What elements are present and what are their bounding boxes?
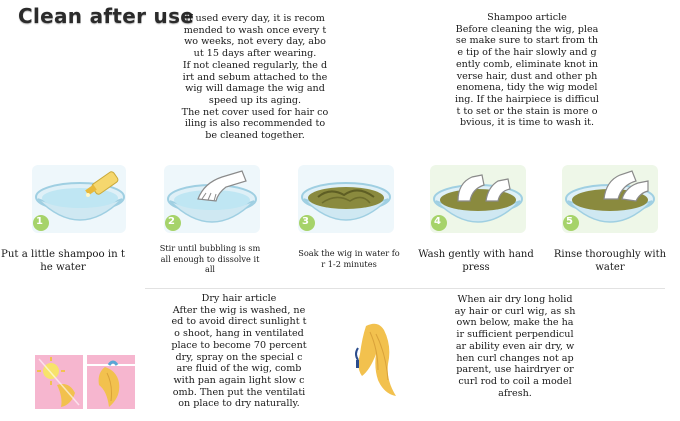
step-5-caption: Rinse thoroughly with water: [553, 249, 667, 273]
step-4-illustration: [428, 163, 528, 235]
step-4-caption: Wash gently with hand press: [418, 249, 534, 273]
step-1-number: 1: [36, 216, 43, 227]
step-5-illustration: [560, 163, 660, 235]
step-4-number: 4: [434, 216, 441, 227]
page-title: Clean after use: [18, 4, 195, 28]
step-1-caption: Put a little shampoo in t he water: [1, 249, 125, 273]
rinsing-hands-icon: [560, 163, 660, 235]
shampoo-paragraph: Shampoo article Before cleaning the wig, plea se make sure to start from th e tip of the hair slowly and g ently comb, eliminate knot in verse hair, dust and other ph enomena, tidy the wig model ing. If the hairpiece is difficul t to set or the stain is more o bvious, it is time to wash it.: [455, 12, 599, 129]
curl-wig-illustration: [348, 320, 408, 402]
step-3-illustration: [296, 163, 396, 235]
section-divider: [145, 288, 665, 289]
step-3-caption: Soak the wig in water fo r 1-2 minutes: [298, 248, 400, 269]
step-2-number: 2: [168, 216, 175, 227]
sun-drying-icon: [35, 355, 83, 409]
sun-drying-illustration: [35, 355, 83, 409]
step-3-number: 3: [302, 216, 309, 227]
hanging-wig-icon: [87, 355, 135, 409]
step-5-number: 5: [566, 216, 573, 227]
shampoo-bottle-icon: [30, 163, 128, 235]
step-2-illustration: [162, 163, 262, 235]
stirring-hand-icon: [162, 163, 262, 235]
dry-hair-paragraph: Dry hair article After the wig is washed, ne ed to avoid direct sunlight t o shoot, hang in ventilated place to become 70 percent dry, spray on the special c are fluid of the wig, comb with pan again light slow c omb. Then put the ventilati on place to dry naturally.: [171, 293, 307, 410]
step-2-caption: Stir until bubbling is sm all enough to dissolve it all: [159, 243, 261, 274]
curl-wig-paragraph: When air dry long holid ay hair or curl wig, as sh own below, make the ha ir sufficient perpendicul ar ability even air dry, w hen curl changes not ap parent, use hairdryer or curl rod to coil a model afresh.: [454, 294, 576, 399]
curly-wig-icon: [348, 320, 408, 402]
pressing-hands-icon: [428, 163, 528, 235]
soaking-wig-icon: [296, 163, 396, 235]
usage-paragraph: If used every day, it is recom mended to wash once every t wo weeks, not every day, abo ut 15 days after wearing. If not cleaned regularly, the d irt and sebum attached to the wig will damage the wig and speed up its aging. The net cover used for hair co iling is also recommended to be cleaned together.: [181, 13, 329, 142]
step-1-illustration: [30, 163, 128, 235]
hanging-wig-illustration: [87, 355, 135, 409]
